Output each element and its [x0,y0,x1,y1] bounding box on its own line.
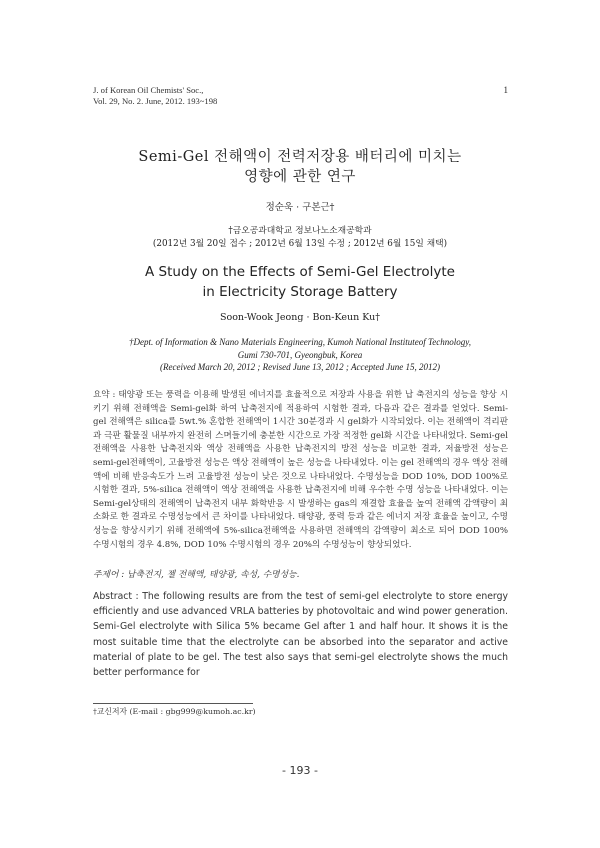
korean-title-line1: Semi-Gel 전해액이 전력저장용 배터리에 미치는 [138,149,462,165]
korean-title [0,147,600,187]
korean-authors: 정순욱 · 구본근† [265,202,335,213]
korean-affiliation: †금오공과대학교 정보나노소재공학과 [228,226,372,236]
korean-abstract: 요약 : 태양광 또는 풍력을 이용해 발생된 에너지를 효율적으로 저장과 사용을 위한 납 축전지의 성능을 향상 시키기 위해 전해액을 Semi-gel화 하여 납축전지에 적용하여 시험한 결과, 다음과 같은 결과를 얻었다. Semi-gel 전해액은 silica를 5wt.% 혼합한 전해액이 1시간 30분경과 시 gel화가 시작되었다. 이는 전해액이 격리판과 극판 활물질 내부까지 완전히 스며들기에 충분한 시간으로 가장 적정한 gel화 시간을 나타내었다. Semi-gel 전해액을 사용한 납축전지와 액상 전해액을 사용한 납축전지의 방전 성능을 비교한 결과, 저율방전 성능은 semi-gel전해액이, 고율방전 성능은 액상 전해액이 높은 성능을 나타내었다. 이는 gel 전해액의 경우 액상 전해액에 비해 반응속도가 느려 고율방전 성능이 낮은 것으로 나타내었다. 수명성능을 DOD 10%, DOD 100%로 시험한 결과, 5%-silica 전해액이 액상 전해액을 사용한 납축전지에 비해 우수한 수명 성능을 나타내었다. 이는 Semi-gel상태의 전해액이 납축전지 내부 화학반응 시 발생하는 gas의 재결합 효율을 높여 전해액 감액량이 최소화로 한 결과로 수명성능에서 큰 차이를 나타내었다. 태양광, 풍력 등과 같은 에너지 저장 효율을 높이고, 수명성능을 향상시키기 위해 전해액에 5%-silica전해액을 사용하면 전해액의 감액량이 최소로 되어 DOD 100% 수명시험의 경우 4.8%, DOD 10% 수명시험의 경우 20%의 수명성능이 향상되었다. [93,390,508,550]
korean-dates: (2012년 3월 20일 접수 ; 2012년 6월 13일 수정 ; 2012년 6월 15일 채택) [152,239,448,249]
english-affiliation-line2: Gumi 730-701, Gyeongbuk, Korea [237,349,363,360]
header-page-number: 1 [503,85,508,95]
corresponding-author-footnote: †교신저자 (E-mail : gbg999@kumoh.ac.kr) [93,707,256,716]
korean-affiliation-block [0,225,600,251]
journal-volume: Vol. 29, No. 2. June, 2012. 193~198 [93,96,218,106]
english-title [0,262,600,302]
english-abstract: Abstract : The following results are from the test of semi-gel electrolyte to store energy efficiently and use advanced VRLA batteries by photovoltaic and wind power generation. Semi-Gel electrolyte with Silica 5% became Gel after 1 and half hour. It shows it is the most suitable time that the electrolyte can be absorbed into the separator and active material of plate to be gel. The test also says that semi-gel electrolyte shows the much better performance for [93,591,508,679]
english-affiliation-line1: †Dept. of Information & Nano Materials Engineering, Kumoh National Instituteof Technology, [129,337,471,347]
korean-keywords: 주제어 : 납축전지, 젤 전해액, 태양광, 속성, 수명성능. [93,570,300,580]
journal-header [93,85,217,107]
english-dates: (Received March 20, 2012 ; Revised June 13, 2012 ; Accepted June 15, 2012) [160,362,440,372]
footnote-divider [93,703,253,704]
footer-page-number: - 193 - [282,764,318,777]
english-title-line1: A Study on the Effects of Semi-Gel Electrolyte [145,264,455,280]
english-authors: Soon-Wook Jeong · Bon-Keun Ku† [219,312,380,323]
journal-name: J. of Korean Oil Chemists' Soc., [93,85,204,95]
korean-title-line2: 영향에 관한 연구 [244,169,356,185]
english-title-line2: in Electricity Storage Battery [202,284,398,300]
english-affiliation-block [0,336,600,374]
